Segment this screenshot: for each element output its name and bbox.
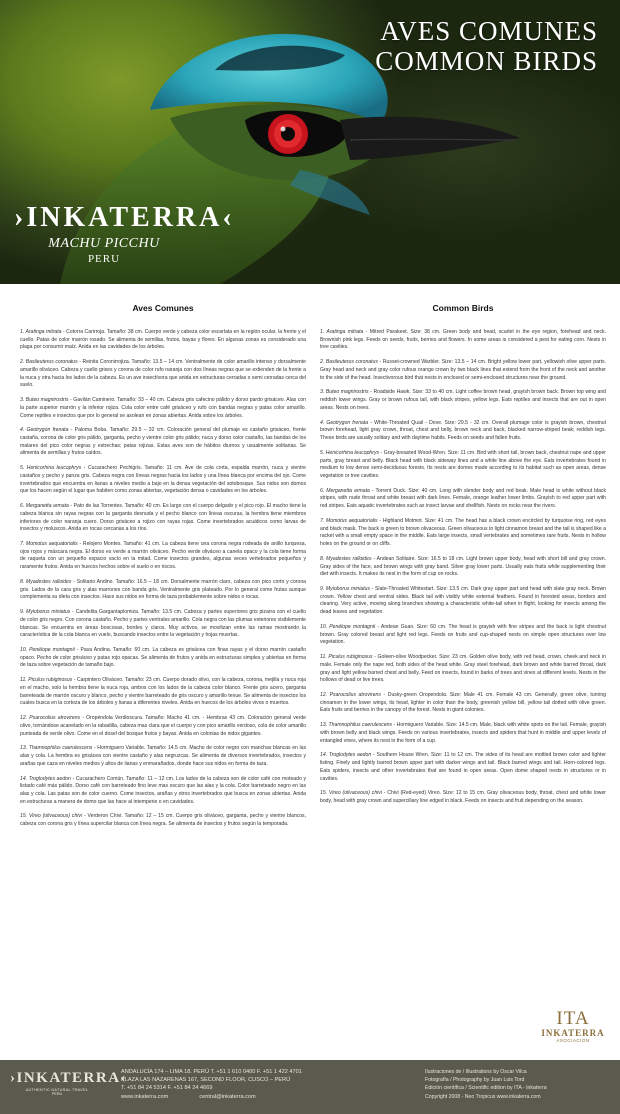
species-entry xyxy=(320,359,606,382)
species-scientific-name: 7. Momotus aequatorialis xyxy=(20,541,78,548)
species-scientific-name: 12. Psarocolius atrovirens xyxy=(320,692,381,699)
spanish-heading: Aves Comunes xyxy=(132,303,194,313)
species-entry xyxy=(20,813,306,828)
species-description: - Russet-crowned Warbler. Size: 13.5 – 14 cm. Bright yellow lower part, yellowish olive upper parts. Gray head and neck and gray color rufous orange crown by two black lines that extend from the front of the neck and another to the side of the head. Insectivorous bird that nests in enclosed or semi-enclosed structures near the ground. xyxy=(320,359,606,381)
title-english: COMMON BIRDS xyxy=(375,46,598,76)
species-scientific-name: 5. Henicorhina leucophrys xyxy=(20,465,82,472)
species-scientific-name: 11. Piculus rubiginosus xyxy=(20,677,73,684)
footer-logo-name: ›INKATERRA‹ xyxy=(10,1070,128,1086)
species-entry xyxy=(20,397,306,420)
footer-address-line: T. +51 84 24 5314 F. +51 84 24 4669 xyxy=(121,1085,213,1092)
species-description: - Highland Motmot. Size: 41 cm. The head has a black crown encircled by turquoise ring, red eyes and black mask. The back is green to brown olivaceous. Green olivaceous to light cinnamon breast and the tail is shaped like a racket with a small empty space in the middle. Eats large insects, small vertebrates and sometimes rare fruits. Nests in hollow holes on the ground or on cliffs. xyxy=(320,517,606,548)
species-entry xyxy=(320,790,606,805)
footer-credits xyxy=(425,1068,547,1101)
species-entry xyxy=(20,503,306,534)
footer-tagline-country: PERU xyxy=(51,1092,63,1096)
spanish-column xyxy=(20,303,306,836)
species-description: - Hormiguero Variable. Tamaño: 14.5 cm. Macho de color negro con manchas blancas en las alas y cola. La hembra es grisácea con vientre castaño y alas negruzcas. Se alimenta de diversos invertebrados, insectos y arañas que caza en niveles medios y altos de lianas y enmarañados, donde hace sus nidos en forma de taza. xyxy=(20,745,307,767)
species-scientific-name: 6. Merganetta armata xyxy=(320,487,370,494)
credit-line: Copyright 2008 - Neo Tropicus www.inkaterra.com xyxy=(425,1093,541,1100)
species-entry xyxy=(320,752,606,783)
species-description: - Reinita Coronirrojiza. Tamaño: 13.5 – 14 cm. Ventralmente de color amarillo intenso y dorsalmente amarillo oliváceo. Cabeza y cuello grises y corona de color rufo naranja con dos líneas negras que se extienden de la frente a la nuca y otra hacia los lados de la cabeza. Es un ave insectívora que anida en estructuras cerradas o semi cerradas cerca del suelo. xyxy=(20,359,306,389)
species-scientific-name: 5. Henicorhina leucophrys xyxy=(320,449,380,456)
species-description: - Carpintero Oliváceo. Tamaño: 23 cm. Cuerpo dorado olivo, con la cabeza, corona, mejilla y nuca roja en el macho, solo la hembra tiene la nuca roja, ambos con los lados de la cabeza color blanco. Frente gris acero, garganta barreteada de marrón oscuro y blanco, pecho y vientre barreteado de gris oscuro y amarillo tenue. Se alimenta de insectos los cuales busca en la corteza de los árboles y lianas a diferentes niveles. Anida en huecos de los árboles vivos o muertos. xyxy=(20,677,306,707)
species-entry xyxy=(320,722,606,745)
species-description: - White-Throated Quail - Dove. Size: 29.5 - 32 cm. Overall plumage color is grayish brown, chestnut brown forehead, light gray crown, throat, chest and belly, brown neck and back, blacked narrow-striped beak; reddish legs. These birds are usually solitary and with daytime habits. Feeds on seeds and fallen fruits. xyxy=(320,419,606,442)
footer-address xyxy=(121,1068,302,1101)
species-description: - Andean Guan. Size: 60 cm. The head is grayish with fine stripes and the back is light chestnut brown. Gray colored breast and light red legs. Feeds on fruits and cup-shaped nests on simple open structures over low vegetation. xyxy=(320,623,606,646)
species-scientific-name: 13. Thamnophilus caerulescens xyxy=(320,722,393,729)
footer-logo xyxy=(10,1070,128,1096)
species-entry xyxy=(320,450,606,481)
species-scientific-name: 2. Basileuterus coronatus xyxy=(20,359,78,366)
ita-logo-line2: INKATERRA xyxy=(541,1028,605,1038)
species-description: - Roadside Hawk. Size: 33 to 40 cm. Light coffee brown head, grayish brown back. Brown top wing and reddish lower wings. Gray or brown rufous tail, with black stripes, yellow legs. Eats reptiles and insects that are out in open areas. Nests on trees. xyxy=(320,389,607,411)
species-entry xyxy=(320,654,606,685)
species-entry xyxy=(320,556,606,579)
location-label: MACHU PICCHU xyxy=(48,236,160,251)
species-scientific-name: 9. Myioborus miniatus xyxy=(20,609,71,616)
footer-address-line: PLAZA LAS NAZARENAS 167, SECOND FLOOR, CUSCO – PERÚ xyxy=(121,1077,291,1084)
country-label: PERU xyxy=(87,253,121,265)
species-scientific-name: 2. Basileuterus coronatus xyxy=(320,359,378,366)
species-scientific-name: 11. Piculus rubiginosus xyxy=(320,654,373,661)
footer-web-email[interactable]: www.inkaterra.com central@inkaterra.com xyxy=(121,1093,256,1100)
credit-line: Fotografía / Photography by Juan Luis Tord xyxy=(425,1077,525,1084)
species-entry xyxy=(20,609,306,640)
species-entry xyxy=(20,465,306,496)
species-scientific-name: 4. Geotrygon frenata xyxy=(20,427,69,434)
species-description: - Cucarachero Común. Tamaño: 11 – 12 cm. Los lados de la cabeza son de color café con moteado y listado café más pálido. Dorso café con barreteado fino leve mas oscuro que las alas y la cola. Color barreteado negro en las alas y cola. Las patas son de color cuerno. Come insectos, arañas y otros invertebrados que busca en zonas abiertas. Anida en estructuras a manera de domo que las hace al intemperie o en cavidades. xyxy=(20,775,306,805)
ita-logo-line3: ASOCIACIÓN xyxy=(556,1038,590,1043)
species-description: - Torrent Duck. Size: 40 cm. Long with slender body and red beak. Male head is white without black stripes, with nude throat and white breast with dark lines. Female, orange leather lower limbs. Grayish to red upper part with red stripes. Eats aquatic invertebrates such as insect larvae and shellfish. Nests on rocks near the rivers. xyxy=(320,487,606,510)
hero-photo xyxy=(0,0,620,284)
footer-address-line: ANDALUCÍA 174 – LIMA 18. PERÚ T. +51 1 610 0400 F. +51 1 422 4701 xyxy=(121,1069,302,1075)
species-scientific-name: 3. Buteo magnirostris xyxy=(20,397,69,404)
species-entry xyxy=(320,488,606,511)
page-title xyxy=(375,16,598,76)
species-description: - Solitario Andino. Tamaño: 16.5 – 18 cm. Dorsalmente marrón claro, cabeza con pico corto y corona gris. Lados de la cara gris y alas marrones con banda gris. Ventralmente gris plateado. Por lo general come frutas aunque complementa su dieta con insectos. Hace sus nidos en forma de taza probablemente sobre nidos o rocas. xyxy=(20,578,306,601)
species-entry xyxy=(20,715,306,738)
english-column xyxy=(320,303,606,813)
species-scientific-name: 4. Geotrygon frenata xyxy=(320,419,369,426)
species-scientific-name: 8. Myadestes ralloides xyxy=(20,578,72,585)
species-entry xyxy=(20,541,306,572)
brand-block xyxy=(14,202,235,265)
species-entry xyxy=(320,518,606,549)
species-entry xyxy=(20,427,306,458)
species-scientific-name: 14. Troglodytes aedon xyxy=(320,752,372,759)
ita-logo xyxy=(540,1010,606,1044)
footer-tagline: AUTHENTIC NATURAL TRAVEL xyxy=(25,1088,89,1092)
species-description: - Gavilán Caminero. Tamaño: 33 – 40 cm. Cabeza gris cafecino pálido y dorso pardo grisáceo. Alas con la parte superior marrón y la inferior rojiza. Cola color entre café grisáceo y rufo con bandas negras y patas color amarillo. Come reptiles e insectos que por lo general se asolean en zonas abiertas. Anida sobre los árboles. xyxy=(20,397,306,419)
species-entry xyxy=(20,677,306,708)
english-heading: Common Birds xyxy=(432,303,494,313)
species-entry xyxy=(320,420,606,443)
species-description: - Goleen-olive Woodpecker. Size: 23 cm. Golden olive body, with red head, crown, cheek and neck in male. Female only the nape red, both sides of the head white. Gray steel forehead, dark brown and white barred throat, dark gray and light yellow barred chest and belly. Feed on insects, found in barks of trees and vines at different levels. Nests in the hollows of dead or live trees. xyxy=(320,654,606,684)
species-scientific-name: 1. Aratinga mitrata xyxy=(20,329,62,335)
species-description: - Verderon Chivi. Tamaño: 12 – 15 cm. Cuerpo gris oliváceo, garganta, pecho y vientre blancos, cabeza con corona gris y línea supercilar blanca con línea negra. Se alimenta de insectos y frutos según la temporada. xyxy=(20,813,306,828)
species-description: - Cucarachero Pechigris. Tamaño: 11 cm. Ave de cola corta, espalda marrón, nuca y vientre castaños y pecho y panza gris. Cabeza negra con líneas negras hacia los lados y una línea blanca por encima del ojo. Come invertebrados que encuentra en lianas a niveles medio a bajo en la densa vegetación del sotobosque. Sus nidos son domos que los hacen según el lugar que habiten como zonas abiertas, vegetación densa o cavidades en los árboles. xyxy=(20,465,306,495)
species-entry xyxy=(20,647,306,670)
species-scientific-name: 12. Psarocolius atrovirens xyxy=(20,715,81,722)
species-description: - Oropéndola Verdioscura. Tamaño: Macho 41 cm. - Hembras 43 cm. Coloración general verde olivo, tornándose acanelado en la rabadilla, cabeza mas clara que el cuerpo y con pico amarillo verdoso, cola de color amarillo punteada de verde olivo. Come en el dosel del bosque frutos y bayas. Anida en colonias de nidos gigantes. xyxy=(20,715,306,737)
species-entry xyxy=(20,745,306,768)
species-description: - Slate-Throated Whitestart. Size: 13.5 cm. Dark gray upper part and head with slate gray neck. Brown crown. Yellow chest and ventral sides. Black tail with visibly white external feathers. Found in forested areas, borders and clearing. Very active, moving along branches showing a characteristic white-tail when in flight, looking for insects among the dead leaves and vegetation. xyxy=(320,586,607,616)
species-scientific-name: 6. Merganetta armata xyxy=(20,503,69,510)
species-description: - Candelita Gargantaplomiza. Tamaño: 13.5 cm. Cabeza y partes superiores gris pizarra con el cuello de color gris negro. Con corona castaño. Pecho y partes ventrales amarillo. Cola negra con las plumas exteriores visiblemente blancas. Se encuentra en áreas boscosas, bordes y claros. Muy activos, se movilizan entre las ramas mostrando la característica de la cola blanca en vuelo, buscando insectos entre la vegetación y hojas muertas. xyxy=(20,609,306,639)
species-scientific-name: 9. Myioborus miniatus xyxy=(320,586,371,593)
species-entry xyxy=(320,329,606,352)
ita-logo-line1: ITA xyxy=(556,1008,590,1029)
species-scientific-name: 15. Vireo (olivaceous) chivi xyxy=(20,813,83,820)
species-description: - Gray-breasted Wood-Wren. Size: 11 cm. Bird with short tail, brown back, chestnut nape and upper parts, gray breast and belly. Black head with black sideway lines and a white line above the eye. Eats invertebrates found in medium to low dense semi-deciduous forests. Its nests are domes made according to its habitat such as open areas, dense vegetation or tree cavities. xyxy=(320,449,606,479)
species-description: - Southern House Wren. Size: 11 to 12 cm. The sides of its head are mottled brown color and lighter listing. Finely and lightly barred brown upper part with darker wings and tail. Black barred wings and tail. Horn-colored legs. Eats spiders, insects and other invertebrates that are found in open areas. Open dome shaped nests in structures or in cavities. xyxy=(320,752,606,782)
species-entry xyxy=(20,776,306,807)
species-description: - Cotorra Carirroja. Tamaño: 38 cm. Cuerpo verde y cabeza color escarlata en la región ocular, la frente y el cuello. Patas de color marrón rosado. Se alimenta de semillas, frutos, bayas y flores. En algunas zonas es considerado una plaga por consumir maíz. Anida en las cavidades de los árboles. xyxy=(20,329,306,351)
species-description: - Pato de las Torrentes. Tamaño: 40 cm. Es largo con el cuerpo delgado y el pico rojo. El macho tiene la cabeza blanca sin rayas negras con la garganta desnuda y el pecho blanco con líneas oscuras, la hembra tiene miembros inferiores de color naranja cuero. Dorso grisáceo a rojizo con rayas rojas. Come invertebrados acuáticos como larvas de insectos y moluscos. Anida en rocas cercanas a los ríos. xyxy=(20,503,306,533)
species-description: - Relojero Montes. Tamaño: 41 cm. La cabeza tiene una corona negra rodeada de anillo turquesa, ojos rojos y máscara negra. El dorso es verde a marrón oliváceo. Pecho verde oliváceo a canela opaco y la cola tiene forma de raqueta con un pequeño espacio vacío en la mitad. Come insectos grandes, algunas veces vertebrados pequeños y raramente frutos. Anida en huecos hechos sobre el suelo o en riscos. xyxy=(20,541,306,571)
species-description: - Dusky-green Oropendola. Size: Male 41 cm. Female 43 cm. Generally, green olive, turning cinnamon in the lower wings, its head, lighter in color than the body, greenish yellow bill, yellow tail dotted with olive green. Eats fruits and berries in the canopy of the forest. Nests in giant colonies. xyxy=(320,692,607,714)
title-spanish: AVES COMUNES xyxy=(380,16,598,46)
species-description: - Andean Solitaire. Size: 16.5 to 18 cm. Light brown upper body, head with short bill and gray crown. Gray sides of the face, and brown wings with gray band. Silver gray lower parts. Usually eats fruits while supplementing their diet with insects. It makes its nest in the form of cup on rocks. xyxy=(320,555,606,578)
species-entry xyxy=(20,329,306,352)
species-scientific-name: 10. Penélope montagnii xyxy=(20,647,75,654)
species-description: - Chivi (Red-eyed) Vireo. Size: 12 to 15 cm. Gray olivaceous body, throat, chest and white lower body, head with gray crown and superciliary line edged in black. Feeds on insects and fruit depending on the season. xyxy=(320,790,607,805)
species-entry xyxy=(20,359,306,390)
species-entry xyxy=(20,579,306,602)
species-entry xyxy=(320,692,606,715)
species-entry xyxy=(320,624,606,647)
inkaterra-logo: ›INKATERRA‹ xyxy=(14,202,235,233)
species-scientific-name: 7. Momotus aequatorialis xyxy=(320,517,378,524)
footer xyxy=(0,1060,620,1114)
species-scientific-name: 3. Buteo magnirostris xyxy=(320,389,369,396)
spanish-entry-list xyxy=(20,329,306,829)
species-description: - Pava Andina. Tamaño: 60 cm. La cabeza es grisácea con finas rayas y el dorso marrón castaño opaco. Pecho de color grisáceo y patas rojo opacas. Se alimenta de frutos y anida en estructuras simples y abiertas en forma de taza sobre vegetación de tamaño bajo. xyxy=(20,647,306,669)
species-description: - Mitred Parakeet. Size: 38 cm. Green body and head, scarlet in the eye region, forehead and neck. Brownish pink legs. Feeds on seeds, fruits, berries and flowers. In some areas is considered a pest for eating corn. Nests in tree cavities. xyxy=(320,329,607,351)
species-entry xyxy=(320,586,606,617)
species-scientific-name: 8. Myadestes ralloides xyxy=(320,555,372,562)
english-entry-list xyxy=(320,329,606,806)
credit-line: Edición científica / Scientific edition by ITA - Inkaterra xyxy=(425,1085,547,1092)
species-description: - Hormiguero Variable. Size: 14.5 cm. Male, black with white spots on the tail. Female, grayish with brown belly and black wings. Feeds on various invertebrates, insects and spiders that hunt in middle and upper levels of entangled vines, where its nest in the form of a cup. xyxy=(320,722,606,744)
credit-line: Ilustraciones de / Illustrations by Oscar Vilca xyxy=(425,1069,527,1075)
species-scientific-name: 1. Aratinga mitrata xyxy=(320,329,364,335)
species-scientific-name: 10. Penélope montagnii xyxy=(320,623,376,630)
species-scientific-name: 14. Troglodytes aedon xyxy=(20,775,71,782)
species-scientific-name: 13. Thamnophilus caerulescens xyxy=(20,745,93,752)
species-description: - Paloma Boba. Tamaño: 29.5 – 32 cm. Coloración general del plumaje es castaño grisáceo, frente castaña, corona de color gris pálido, garganta, pecho y vientre color gris pálido; nuca y dorso color castaño, las bandas de los malares del pico color negras y estrechas; patas rojizas. Estas aves son de hábitos diurnos y usualmente solitarias. Se alimenta de semillas y frutos caídos. xyxy=(20,427,306,457)
species-scientific-name: 15. Vireo (olivaceous) chivi xyxy=(320,790,382,797)
species-entry xyxy=(320,389,606,412)
